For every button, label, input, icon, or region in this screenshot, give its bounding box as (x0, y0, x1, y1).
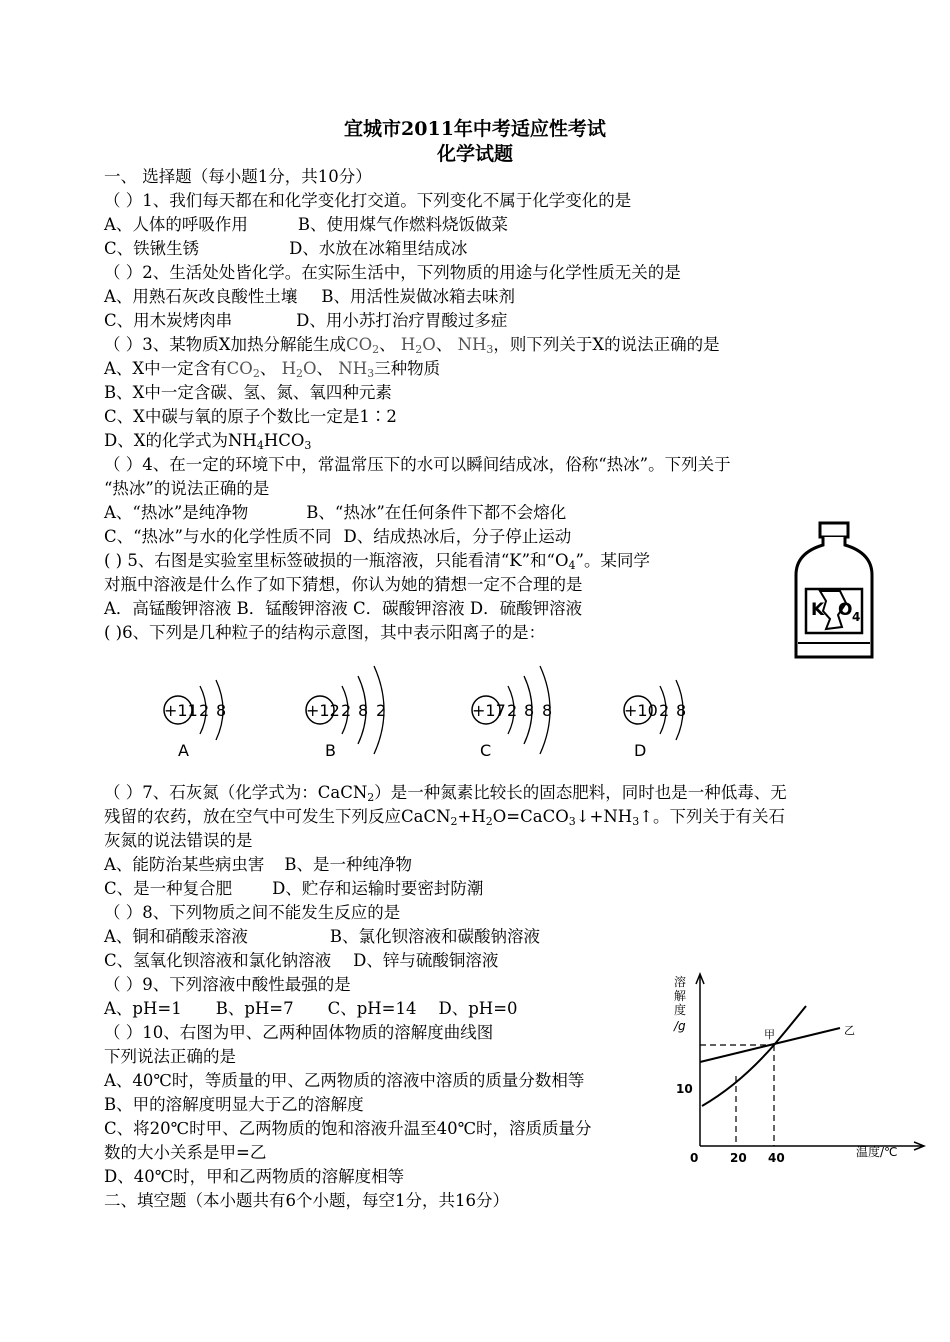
x-axis-label: 温度/℃ (856, 1145, 898, 1159)
atom-b-nucleus: +12 (306, 701, 340, 720)
q2-option-a: A、用熟石灰改良酸性土壤 (104, 287, 298, 306)
atom-b-shell-1: 2 (341, 701, 352, 720)
q8-option-c: C、氢氧化钡溶液和氯化钠溶液 (104, 951, 332, 970)
section-2-heading: 二、填空题（本小题共有6个小题，每空1分，共16分） (104, 1191, 509, 1210)
q8-stem: （ ）8、下列物质之间不能发生反应的是 (104, 903, 401, 922)
q10-option-a: A、40℃时，等质量的甲、乙两物质的溶液中溶质的质量分数相等 (104, 1071, 585, 1090)
y-axis-unit: /g (674, 1019, 686, 1033)
q4-option-d: D、结成热冰后，分子停止运动 (343, 527, 572, 546)
q1-option-c: C、铁锹生锈 (104, 239, 200, 258)
q7-option-d: D、贮存和运输时要密封防潮 (272, 879, 484, 898)
q1-options-ab (104, 214, 508, 236)
q8-option-b: B、氯化钡溶液和碳酸钠溶液 (329, 927, 541, 946)
q8-options-cd (104, 950, 498, 972)
atom-b-shell-3: 2 (376, 701, 387, 720)
atom-a-shell-1: 2 (199, 701, 210, 720)
exam-title: 宜城市2011年中考适应性考试 (344, 118, 606, 140)
q10-stem-line2: 下列说法正确的是 (104, 1047, 236, 1066)
atom-d-shell-2: 8 (676, 701, 687, 720)
q10-option-c-line2: 数的大小关系是甲=乙 (104, 1143, 267, 1162)
x-tick-40: 40 (768, 1151, 785, 1165)
q7-option-b: B、是一种纯净物 (284, 855, 413, 874)
q10-stem-line1: （ ）10、右图为甲、乙两种固体物质的溶解度曲线图 (104, 1023, 494, 1042)
atom-b (306, 666, 386, 760)
formula-co2: $CO_2$ (346, 335, 380, 356)
q2-options-ab (104, 286, 515, 308)
q7-stem-line3: 灰氮的说法错误的是 (104, 831, 253, 850)
q4-options-cd (104, 526, 571, 548)
q3-option-c: C、X中碳与氧的原子个数比一定是1∶2 (104, 407, 397, 426)
x-tick-20: 20 (730, 1151, 747, 1165)
atom-c-nucleus: +17 (472, 701, 506, 720)
q8-option-d: D、锌与硫酸铜溶液 (353, 951, 499, 970)
q4-option-b: B、“热冰”在任何条件下都不会熔化 (306, 503, 567, 522)
curve-jia-label: 甲 (764, 1028, 775, 1041)
q4-stem-line2: “热冰”的说法正确的是 (104, 479, 270, 498)
exam-subtitle: 化学试题 (436, 143, 513, 165)
formula-nh3: $NH_3$ (457, 335, 494, 356)
q2-option-b: B、用活性炭做冰箱去味剂 (321, 287, 516, 306)
q9-options (104, 998, 518, 1020)
y-axis-label-1: 溶 (674, 975, 687, 989)
q9-stem: （ ）9、下列溶液中酸性最强的是 (104, 975, 351, 994)
atom-d-nucleus: +10 (624, 701, 658, 720)
q6-stem: ( )6、下列是几种粒子的结构示意图，其中表示阳离子的是： (104, 623, 546, 642)
atom-c (472, 666, 552, 760)
atom-c-shell-1: 2 (507, 701, 518, 720)
atom-d-shell-1: 2 (659, 701, 670, 720)
q1-option-b: B、使用煤气作燃料烧饭做菜 (297, 215, 509, 234)
q1-option-a: A、人体的呼吸作用 (104, 215, 248, 234)
solubility-curve-figure (660, 966, 936, 1166)
q2-option-c: C、用木炭烤肉串 (104, 311, 233, 330)
q1-options-cd (104, 238, 467, 260)
curve-yi-label: 乙 (844, 1024, 855, 1037)
atom-a-nucleus: +11 (164, 701, 198, 720)
q2-option-d: D、用小苏打治疗胃酸过多症 (296, 311, 508, 330)
y-axis-label-3: 度 (674, 1003, 687, 1017)
q5-options: A．高锰酸钾溶液 B．锰酸钾溶液 C．碳酸钾溶液 D．硫酸钾溶液 (104, 599, 583, 618)
q10-option-d: D、40℃时，甲和乙两物质的溶解度相等 (104, 1167, 405, 1186)
q5-stem-line2: 对瓶中溶液是什么作了如下猜想，你认为她的猜想一定不合理的是 (104, 575, 583, 594)
q2-stem: （ ）2、生活处处皆化学。在实际生活中，下列物质的用途与化学性质无关的是 (104, 263, 681, 282)
formula-h2o: $H_2O$ (400, 335, 436, 356)
q1-stem: （ ）1、我们每天都在和化学变化打交道。下列变化不属于化学变化的是 (104, 191, 632, 210)
q4-options-ab (104, 502, 566, 524)
y-axis-label-2: 解 (674, 989, 687, 1003)
reagent-bottle-figure (790, 519, 878, 661)
atom-c-shell-2: 8 (524, 701, 535, 720)
atom-c-label: C (480, 741, 492, 760)
atom-diagrams (150, 652, 730, 764)
q1-option-d: D、水放在冰箱里结成冰 (289, 239, 468, 258)
atom-a-shell-2: 8 (216, 701, 227, 720)
q8-option-a: A、铜和硝酸汞溶液 (104, 927, 248, 946)
q7-option-a: A、能防治某些病虫害 (104, 855, 265, 874)
q7-stem-line2: 残留的农药，放在空气中可发生下列反应$CaCN_2+H_2O=CaCO_3↓+NH_3↑$。下列关于有关石 (104, 807, 786, 828)
q3-stem: （ ）3、某物质X加热分解能生成$CO_2$、 $H_2O$、 $NH_3$，则下列关于X的说法正确的是 (104, 335, 720, 356)
q2-options-cd (104, 310, 507, 332)
q9-option-b: B、pH=7 (215, 999, 294, 1018)
q7-stem-line1: （ ）7、石灰氮（化学式为：CaCN$_2$）是一种氮素比较长的固态肥料，同时也是一种低毒、无 (104, 783, 787, 804)
q10-option-b: B、甲的溶解度明显大于乙的溶解度 (104, 1095, 364, 1114)
q10-option-c-line1: C、将20℃时甲、乙两物质的饱和溶液升温至40℃时，溶质质量分 (104, 1119, 592, 1138)
label-k: K (811, 600, 825, 620)
q8-options-ab (104, 926, 540, 948)
x-tick-0: 0 (690, 1151, 699, 1165)
q7-options-cd (104, 878, 483, 900)
q3-option-a: A、X中一定含有$CO_2$、 $H_2O$、 $NH_3$三种物质 (104, 359, 441, 380)
q9-option-c: C、pH=14 (327, 999, 417, 1018)
curve-jia (702, 1006, 806, 1106)
atom-a (164, 680, 226, 760)
label-4: 4 (852, 610, 861, 624)
q5-stem-line1: ( ) 5、右图是实验室里标签破损的一瓶溶液，只能看清“K”和“$O_4$”。某同学 (104, 551, 650, 572)
y-tick-10: 10 (676, 1082, 693, 1096)
q4-stem-line1: （ ）4、在一定的环境下中，常温常压下的水可以瞬间结成冰，俗称“热冰”。下列关于 (104, 455, 731, 474)
atom-b-shell-2: 8 (358, 701, 369, 720)
atom-b-label: B (325, 741, 336, 760)
q4-option-a: A、“热冰”是纯净物 (104, 503, 249, 522)
q9-option-a: A、pH=1 (104, 999, 182, 1018)
q7-option-c: C、是一种复合肥 (104, 879, 233, 898)
q4-option-c: C、“热冰”与水的化学性质不同 (104, 527, 332, 546)
q3-option-b: B、X中一定含碳、氢、氮、氧四种元素 (104, 383, 392, 402)
atom-a-label: A (178, 741, 189, 760)
section-1-heading: 一、 选择题（每小题1分，共10分） (104, 167, 372, 186)
atom-c-shell-3: 8 (542, 701, 553, 720)
q9-option-d: D、pH=0 (438, 999, 518, 1018)
label-o: O (838, 600, 853, 620)
atom-d-label: D (634, 741, 647, 760)
atom-d (624, 680, 686, 760)
q3-option-d: D、X的化学式为$NH_4HCO_3$ (104, 431, 312, 452)
q7-options-ab (104, 854, 412, 876)
bottle-stopper (820, 523, 848, 537)
